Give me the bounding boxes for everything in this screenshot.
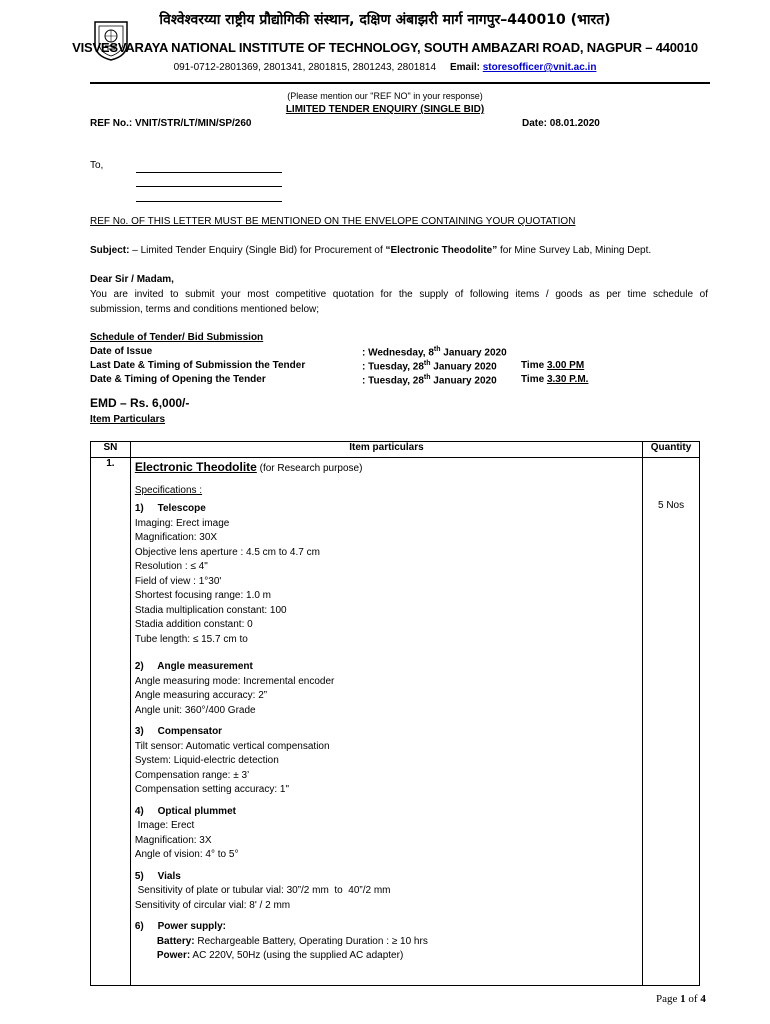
- spec-section: [135, 805, 642, 863]
- schedule-label: Date of Issue: [90, 346, 153, 357]
- spec-line: Angle unit: 360°/400 Grade: [134, 704, 256, 716]
- institute-name-english: VISVESVARAYA NATIONAL INSTITUTE OF TECHNOLOGY, SOUTH AMBAZARI ROAD, NAGPUR – 440010: [72, 40, 698, 55]
- row-sn: 1.: [91, 458, 131, 986]
- spec-line: Compensation setting accuracy: 1": [134, 784, 290, 795]
- specifications-label: Specifications :: [134, 485, 203, 496]
- phone-numbers: 091-0712-2801369, 2801341, 2801815, 2801243, 2801814: [173, 62, 437, 73]
- schedule-label: Date & Timing of Opening the Tender: [90, 374, 266, 385]
- table-row: [91, 458, 700, 986]
- spec-section: [135, 920, 642, 964]
- schedule-label: Last Date & Timing of Submission the Tender: [90, 360, 306, 371]
- spec-title: 1) Telescope: [134, 503, 206, 514]
- spec-title: 6) Power supply:: [134, 921, 226, 932]
- item-name-suffix: (for Research purpose): [256, 463, 363, 474]
- item-name: Electronic Theodolite: [134, 460, 257, 474]
- subject-line: [90, 245, 651, 256]
- intro-line-1: You are invited to submit your most competitive quotation for the supply of following items / goods as per time schedule of: [90, 289, 708, 300]
- spec-line: Angle of vision: 4° to 5°: [134, 849, 239, 860]
- spec-title: 5) Vials: [134, 870, 181, 882]
- item-name-line: [135, 460, 642, 474]
- spec-section: [135, 870, 642, 914]
- email-link[interactable]: storesofficer@vnit.ac.in: [482, 62, 597, 73]
- spec-title: 2) Angle measurement: [134, 661, 253, 672]
- address-blank-line: [136, 186, 282, 187]
- spec-line: Tilt sensor: Automatic vertical compensation: [134, 740, 330, 752]
- row-particulars: [130, 458, 642, 986]
- letter-date: Date: 08.01.2020: [522, 118, 600, 129]
- spec-line: Sensitivity of plate or tubular vial: 30”/2 mm to 40”/2 mm: [134, 885, 391, 896]
- spec-line: Angle measuring accuracy: 2”: [134, 690, 268, 701]
- spec-line: Field of view : 1°30': [134, 575, 222, 587]
- schedule-time: Time 3.30 P.M.: [521, 374, 589, 385]
- row-quantity: 5 Nos: [643, 458, 700, 986]
- spec-line: Stadia addition constant: 0: [134, 619, 253, 630]
- item-particulars-heading: Item Particulars: [90, 414, 166, 425]
- tender-title: LIMITED TENDER ENQUIRY (SINGLE BID): [285, 104, 485, 115]
- header-sn: SN: [91, 442, 131, 458]
- spec-line: Sensitivity of circular vial: 8' / 2 mm: [134, 899, 291, 911]
- spec-section: [135, 660, 642, 718]
- spec-line: Stadia multiplication constant: 100: [134, 604, 287, 616]
- spec-line: Magnification: 30X: [134, 532, 218, 543]
- spec-line: Resolution : ≤ 4": [134, 561, 208, 572]
- email-label: Email:: [449, 62, 480, 73]
- spec-line: Battery: Rechargeable Battery, Operating Duration : ≥ 10 hrs: [156, 935, 428, 947]
- schedule-time: Time 3.00 PM: [521, 360, 585, 371]
- ref-number: REF No.: VNIT/STR/LT/MIN/SP/260: [90, 118, 252, 129]
- intro-line-2: submission, terms and conditions mentioned below;: [90, 304, 320, 315]
- header-quantity: Quantity: [643, 442, 700, 458]
- spec-line: Angle measuring mode: Incremental encoder: [134, 675, 335, 687]
- spec-line: Imaging: Erect image: [134, 517, 230, 529]
- address-blank-line: [136, 201, 282, 202]
- spec-line: Compensation range: ± 3’: [134, 769, 250, 781]
- spec-line: Magnification: 3X: [134, 834, 212, 846]
- header-particulars: Item particulars: [130, 442, 642, 458]
- subject-item: “Electronic Theodolite”: [385, 245, 498, 256]
- header-divider: [90, 82, 710, 84]
- emd-amount: EMD – Rs. 6,000/-: [90, 396, 190, 410]
- spec-title: 4) Optical plummet: [134, 805, 236, 817]
- spec-line: Power: AC 220V, 50Hz (using the supplied AC adapter): [156, 950, 404, 961]
- schedule-heading: Schedule of Tender/ Bid Submission: [90, 332, 264, 343]
- institute-name-hindi: विश्वेश्वरय्या राष्ट्रीय प्रौद्योगिकी संस्थान, दक्षिण अंबाझरी मार्ग नागपुर–440010 (भारत): [159, 12, 611, 28]
- items-table: [90, 441, 700, 986]
- spec-section: [135, 725, 642, 798]
- spec-line: Objective lens aperture : 4.5 cm to 4.7 cm: [134, 546, 320, 558]
- spec-line: System: Liquid-electric detection: [134, 755, 279, 766]
- page-number: Page 1 of 4: [656, 993, 706, 1005]
- schedule-value: : Tuesday, 28th January 2020: [362, 360, 497, 373]
- spec-title: 3) Compensator: [134, 726, 223, 737]
- spec-line: Tube length: ≤ 15.7 cm to: [134, 633, 248, 645]
- contact-line: [0, 62, 770, 73]
- subject-label: Subject:: [90, 245, 130, 256]
- subject-dept: for Mine Survey Lab, Mining Dept.: [497, 245, 652, 256]
- spec-line: Shortest focusing range: 1.0 m: [134, 590, 272, 601]
- subject-text: – Limited Tender Enquiry (Single Bid) for Procurement of: [129, 245, 386, 256]
- schedule-value: : Wednesday, 8th January 2020: [362, 346, 507, 359]
- address-blank-line: [136, 172, 282, 173]
- schedule-value: : Tuesday, 28th January 2020: [362, 374, 497, 387]
- envelope-note: REF No. OF THIS LETTER MUST BE MENTIONED ON THE ENVELOPE CONTAINING YOUR QUOTATION: [90, 216, 576, 227]
- table-header-row: [91, 442, 700, 458]
- to-label: To,: [90, 160, 104, 171]
- salutation: Dear Sir / Madam,: [90, 274, 174, 285]
- spec-section: [135, 502, 642, 647]
- ref-mention-note: (Please mention our "REF NO" in your response): [287, 91, 483, 101]
- spec-line: Image: Erect: [134, 820, 195, 831]
